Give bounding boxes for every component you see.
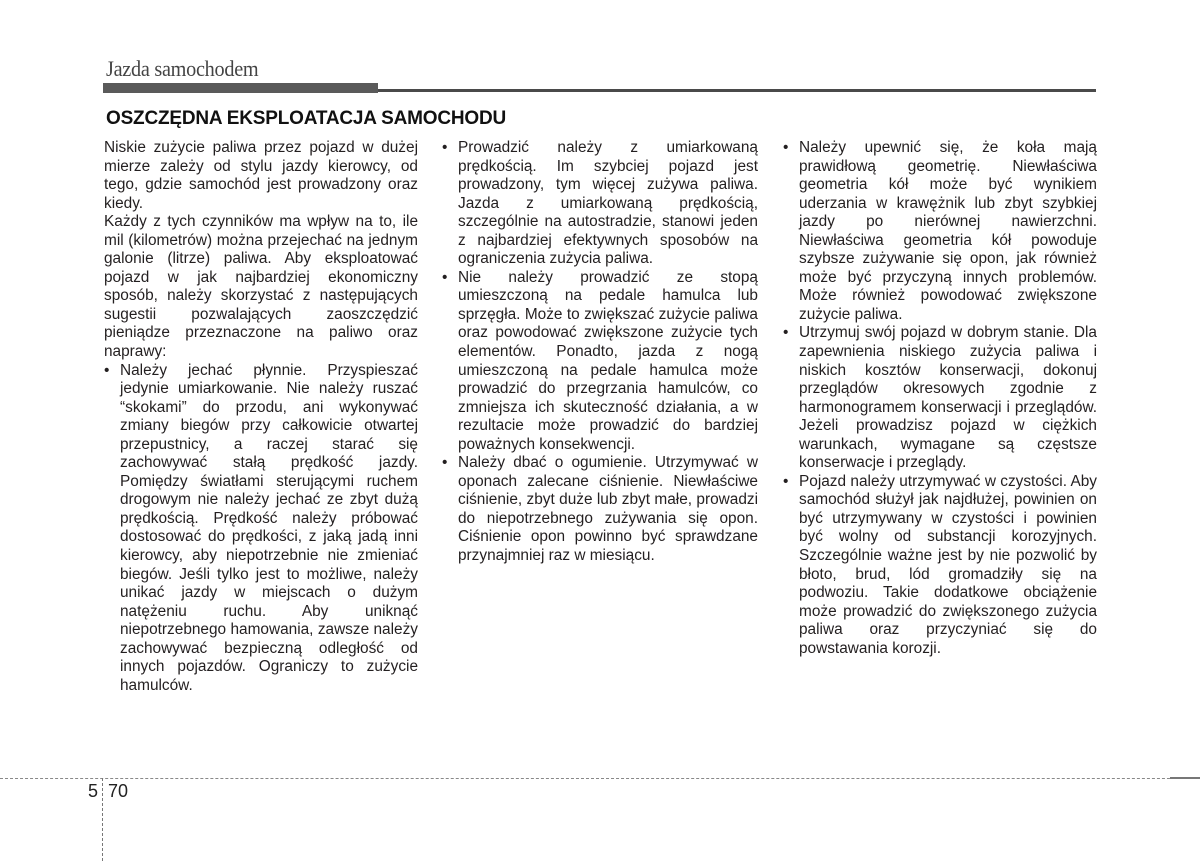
paragraph: Każdy z tych czynników ma wpływ na to, ile mil (kilometrów) można przejechać na jednym galonie (litrze) paliwa. Aby eksploatować pojazd w jak najbardziej ekonomiczny sposób, należy skorzystać z następujących sugestii pozwalających zaoszczędzić pieniądze przeznaczone na paliwo oraz naprawy: xyxy=(104,213,418,361)
page-number-divider xyxy=(102,778,103,861)
chapter-heading: Jazda samochodem xyxy=(106,56,259,81)
bullet-icon: • xyxy=(783,139,789,156)
list-item-text: Należy jechać płynnie. Przyspieszać jedynie umiarkowanie. Nie należy ruszać “skokami” do przodu, ani wykonywać zmiany biegów przy całkowicie otwartej przepustnicy, a raczej starać się zachowywać stałą prędkość jazdy. Pomiędzy światłami sterującymi ruchem drogowym nie należy jechać ze zbyt dużą prędkością. Prędkość należy próbować dostosować do prędkości, z jaką jadą inni kierowcy, aby niepotrzebnie nie zmieniać biegów. Jeśli tylko jest to możliwe, należy unikać jazdy w miejscach o dużym natężeniu ruchu. Aby uniknąć niepotrzebnego hamowania, zawsze należy zachowywać bezpieczną odległość od innych pojazdów. Ograniczy to zużycie hamulców. xyxy=(120,361,418,694)
section-number: 5 xyxy=(88,781,99,801)
footer-divider xyxy=(0,778,1200,779)
list-item xyxy=(442,269,758,454)
list-item xyxy=(783,139,1097,324)
page-number: 70 xyxy=(108,781,129,801)
bullet-icon: • xyxy=(783,324,789,342)
bullet-icon: • xyxy=(442,139,448,156)
list-item xyxy=(783,473,1097,658)
bullet-icon: • xyxy=(442,268,448,286)
header-rule-thick xyxy=(103,83,378,93)
list-item xyxy=(442,454,758,565)
section-title: OSZCZĘDNA EKSPLOATACJA SAMOCHODU xyxy=(106,108,506,129)
list-item xyxy=(442,139,758,269)
list-item-text: Prowadzić należy z umiarkowaną prędkością. Im szybciej pojazd jest prowadzony, tym więcej zużywa paliwa. Jazda z umiarkowaną prędkością, szczególnie na autostradzie, stanowi jeden z najbardziej efektywnych sposobów na ograniczenia zużycia paliwa. xyxy=(458,139,758,268)
list-item-text: Należy dbać o ogumienie. Utrzymywać w oponach zalecane ciśnienie. Niewłaściwe ciśnienie, zbyt duże lub zbyt małe, prowadzi do niepotrzebnego zużywania się opon. Ciśnienie opon powinno być sprawdzane przynajmniej raz w miesiącu. xyxy=(458,454,758,565)
list-item xyxy=(783,324,1097,472)
footer-end-mark xyxy=(1170,777,1200,779)
list-item-text: Pojazd należy utrzymywać w czystości. Aby samochód służył jak najdłużej, powinien on być utrzymywany w czystości i powinien być wolny od substancji korozyjnych. Szczególnie ważne jest by nie pozwolić by błoto, brud, lód gromadziły się na podwoziu. Takie dodatkowe obciążenie może prowadzić do zwiększonego zużycia paliwa oraz przyczyniać się do powstawania korozji. xyxy=(799,472,1097,657)
list-item-text: Nie należy prowadzić ze stopą umieszczoną na pedale hamulca lub sprzęgła. Może to zwiększać zużycie paliwa oraz powodować zwiększone zużycie tych elementów. Ponadto, jazda z nogą umieszczoną na pedale hamulca może prowadzić do przegrzania hamulców, co zmniejsza ich skuteczność działania, a w rezultacie może prowadzić do bardziej poważnych konsekwencji. xyxy=(458,268,758,453)
list-item-text: Należy upewnić się, że koła mają prawidłową geometrię. Niewłaściwa geometria kół może być wynikiem uderzania w krawężnik lub zbyt szybkiej jazdy po nierównej nawierzchni. Niewłaściwa geometria kół powoduje szybsze zużywanie się opon, jak również może być przyczyną innych problemów. Może również powodować zwiększone zużycie paliwa. xyxy=(799,139,1097,323)
bullet-list xyxy=(104,362,418,696)
column-2 xyxy=(442,139,758,566)
bullet-icon: • xyxy=(442,454,448,472)
bullet-icon: • xyxy=(104,361,110,379)
column-3 xyxy=(783,139,1097,658)
header-rule-thin xyxy=(378,89,1096,92)
list-item-text: Utrzymuj swój pojazd w dobrym stanie. Dla zapewnienia niskiego zużycia paliwa i niskich kosztów konserwacji, dokonuj przeglądów okresowych zgodnie z harmonogramem konserwacji i przeglądów. Jeżeli prowadzisz pojazd w ciężkich warunkach, wymagane są częstsze konserwacje i przeglądy. xyxy=(799,324,1097,472)
bullet-list xyxy=(783,139,1097,658)
column-1 xyxy=(104,139,418,695)
bullet-list xyxy=(442,139,758,566)
list-item xyxy=(104,362,418,696)
paragraph: Niskie zużycie paliwa przez pojazd w dużej mierze zależy od stylu jazdy kierowcy, od tego, gdzie samochód jest prowadzony oraz kiedy. xyxy=(104,139,418,212)
bullet-icon: • xyxy=(783,472,789,490)
